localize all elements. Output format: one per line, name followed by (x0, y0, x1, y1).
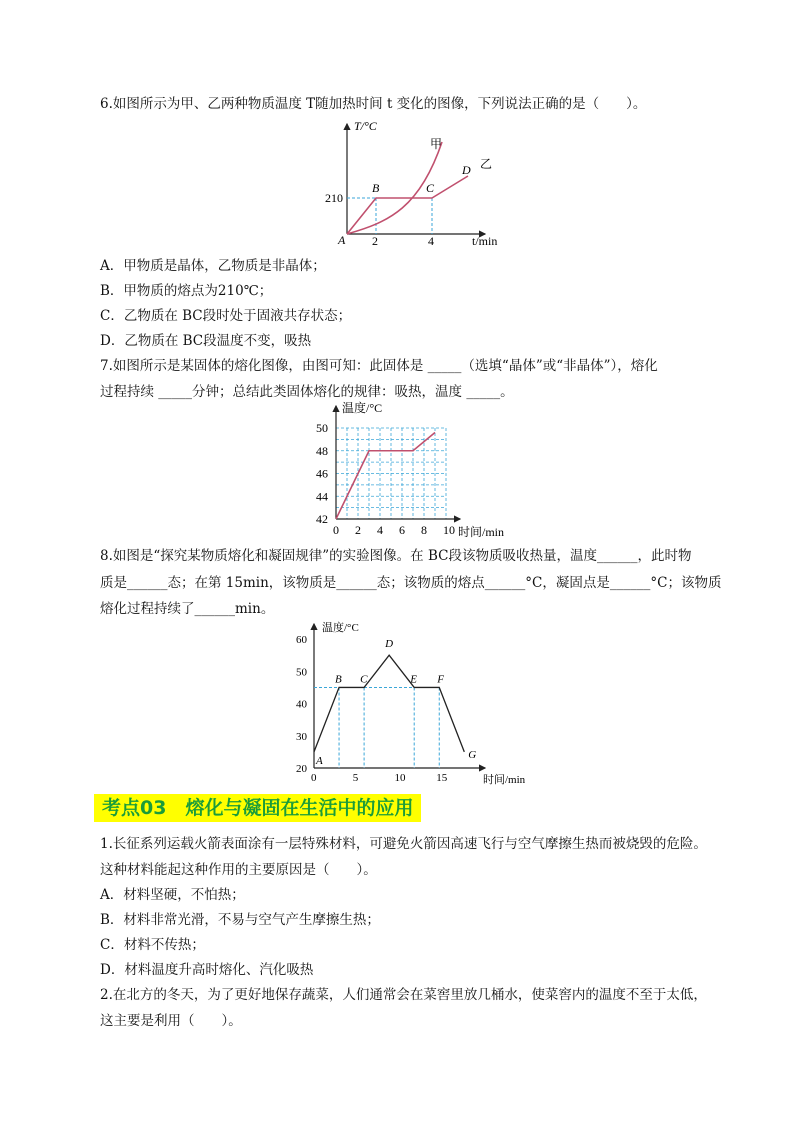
q7-stem-line2: 过程持续 _____分钟；总结此类固体熔化的规律：吸热，温度 _____。 (100, 384, 514, 400)
q6-series-yi (347, 176, 468, 234)
q7-grid (336, 428, 446, 519)
q6-point-A: A (338, 233, 346, 247)
q8-x-tick: 0 (311, 772, 317, 784)
q7-y-tick: 50 (316, 421, 328, 435)
q6-option-c: C．乙物质在 BC段时处于固液共存状态； (100, 308, 352, 324)
q6-ylabel: T/°C (354, 119, 377, 133)
q8-point-label: B (335, 673, 342, 686)
q6-xtick-2: 2 (372, 234, 378, 248)
q8-xlabel: 时间/min (483, 774, 526, 786)
q8-stem-line1: 8.如图是“探究某物质熔化和凝固规律”的实验图像。在 BC段该物质吸收热量，温度______，此时物 (100, 548, 692, 564)
q8-ylabel: 温度/°C (322, 622, 359, 634)
q7-y-tick: 44 (316, 489, 328, 504)
q8-x-tick: 15 (436, 772, 448, 784)
q8-point-label: C (360, 673, 368, 686)
s3q1-option-d: D．材料温度升高时熔化、汽化吸热 (100, 962, 314, 978)
q6-ytick-210: 210 (325, 191, 343, 205)
q8-y-tick: 60 (296, 634, 307, 647)
q6-xtick-4: 4 (428, 234, 434, 248)
s3q2-stem-line1: 2.在北方的冬天，为了更好地保存蔬菜，人们通常会在菜窖里放几桶水，使菜窖内的温度不至于太低， (100, 987, 707, 1003)
q6-option-d: D．乙物质在 BC段温度不变，吸热 (100, 333, 312, 349)
s3q1-option-c: C．材料不传热； (100, 937, 205, 953)
q6-point-C: C (426, 181, 435, 195)
q7-series-line (336, 433, 435, 519)
q8-point-label: A (316, 754, 323, 767)
q6-xlabel: t/min (472, 234, 498, 248)
chart-q7 (310, 398, 520, 538)
s3q1-option-a: A．材料坚硬，不怕热； (100, 887, 245, 903)
chart-q8 (290, 618, 540, 788)
q7-x-tick: 4 (377, 523, 383, 537)
q7-x-tick: 0 (333, 523, 339, 537)
q7-x-tick: 10 (443, 523, 455, 537)
chart-q6 (320, 112, 520, 252)
q6-option-a: A．甲物质是晶体，乙物质是非晶体； (100, 258, 326, 274)
q8-y-tick: 20 (296, 763, 307, 775)
q8-y-tick: 30 (296, 730, 307, 743)
q7-y-tick: 48 (316, 443, 328, 458)
q6-option-b: B．甲物质的熔点为210℃； (100, 283, 273, 299)
q8-stem-line2: 质是______态；在第 15min，该物质是______态；该物质的熔点______°C，凝固点是______°C；该物质 (100, 575, 722, 591)
s3q1-option-b: B．材料非常光滑，不易与空气产生摩擦生热； (100, 912, 380, 928)
q6-stem: 6.如图所示为甲、乙两种物质温度 T随加热时间 t 变化的图像，下列说法正确的是（ ）。 (100, 96, 647, 112)
q8-point-label: E (410, 673, 417, 686)
q6-point-B: B (372, 181, 380, 195)
q7-xlabel: 时间/min (458, 525, 505, 538)
q8-stem-line3: 熔化过程持续了______min。 (100, 601, 275, 617)
q8-point-label: G (468, 748, 477, 761)
q7-y-tick: 46 (316, 466, 328, 481)
q8-point-label: F (437, 673, 444, 686)
q7-y-ticks (316, 421, 328, 526)
q8-point-label: D (385, 638, 394, 651)
q8-guide-lines (314, 687, 439, 768)
q8-x-tick: 10 (394, 772, 406, 784)
q7-ylabel: 温度/°C (342, 401, 383, 415)
s3q1-stem-line2: 这种材料能起这种作用的主要原因是（ ）。 (100, 862, 377, 878)
q7-y-tick: 42 (316, 512, 328, 526)
q8-y-ticks (296, 634, 308, 775)
q8-x-tick: 5 (352, 772, 359, 784)
q7-stem-line1: 7.如图所示是某固体的熔化图像，由图可知：此固体是 _____（选填“晶体”或“非晶体”），熔化 (100, 358, 658, 374)
q7-x-tick: 8 (421, 523, 427, 537)
q6-point-D: D (462, 163, 471, 177)
q7-x-tick: 2 (355, 523, 361, 537)
q7-x-ticks (333, 523, 455, 537)
q8-x-ticks (311, 772, 448, 784)
q6-series-yi-label: 乙 (480, 157, 493, 171)
s3q2-stem-line2: 这主要是利用（ ）。 (100, 1013, 242, 1029)
q8-series-line (314, 655, 464, 752)
section-heading: 考点03 熔化与凝固在生活中的应用 (94, 794, 421, 822)
q6-series-jia-label: 甲 (430, 137, 443, 151)
s3q1-stem-line1: 1.长征系列运载火箭表面涂有一层特殊材料，可避免火箭因高速飞行与空气摩擦生热而被烧毁的危险。 (100, 836, 707, 852)
q8-y-tick: 50 (296, 666, 307, 679)
q7-x-tick: 6 (399, 523, 405, 537)
q8-y-tick: 40 (296, 698, 307, 711)
